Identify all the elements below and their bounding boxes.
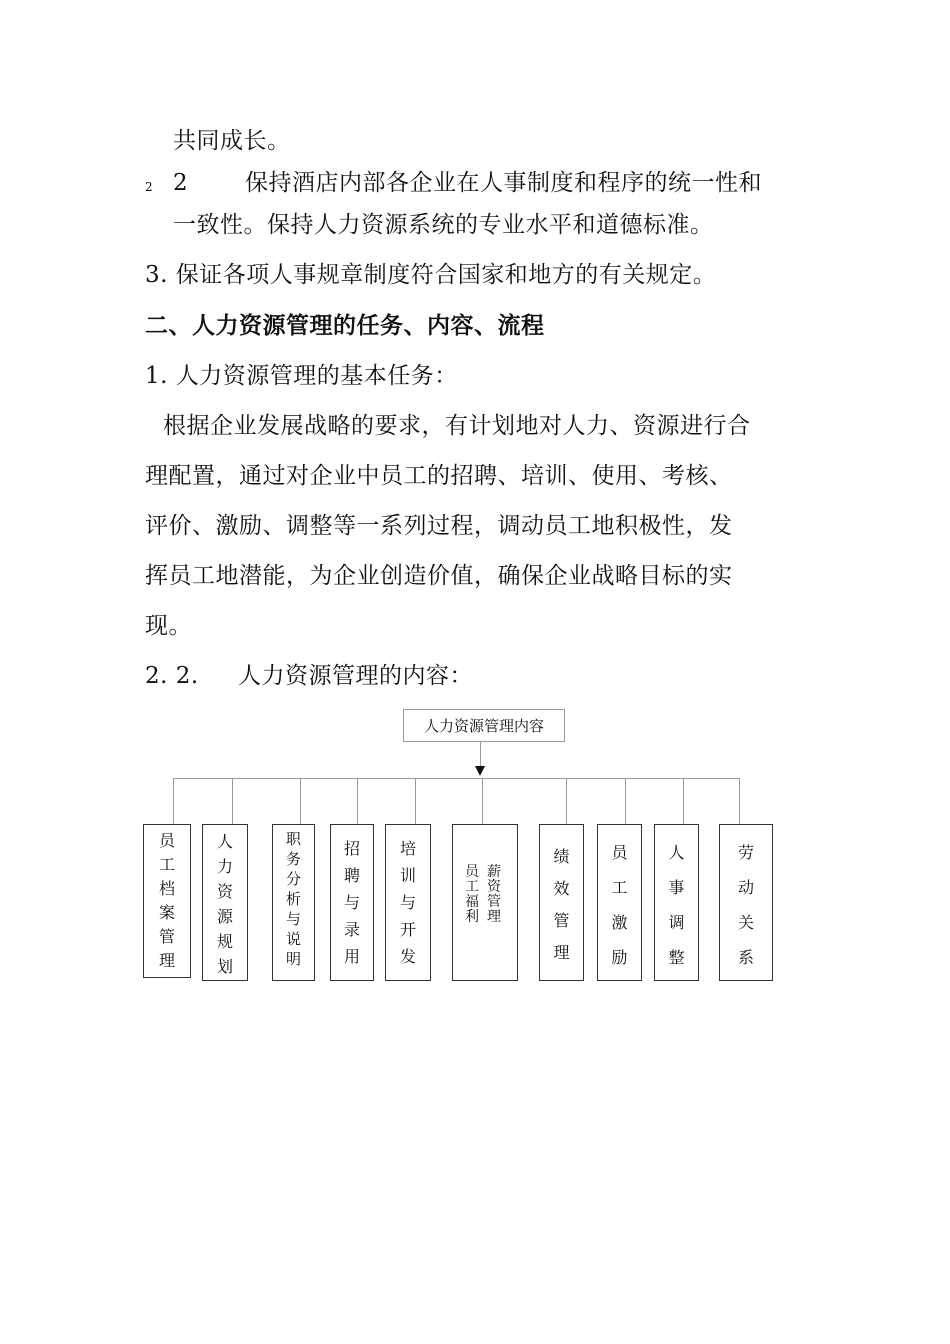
- paragraph-line: 3. 保证各项人事规章制度符合国家和地方的有关规定。: [145, 262, 717, 288]
- node-label: 人 事 调 整: [668, 843, 685, 967]
- branch-connector: [300, 778, 301, 824]
- chart-node-adjustment: [654, 824, 699, 981]
- node-label: 劳 动 关 系: [737, 843, 754, 967]
- node-label: 绩 效 管 理: [553, 847, 570, 962]
- chart-node-training: [385, 824, 431, 981]
- chart-node-compensation: [452, 824, 518, 981]
- paragraph-line: 保持酒店内部各企业在人事制度和程序的统一性和: [245, 170, 762, 196]
- node-label: 员 工 激 励: [611, 843, 628, 967]
- chart-node-incentive: [597, 824, 642, 981]
- chart-node-labor-relations: [719, 824, 773, 981]
- horizontal-connector: [173, 778, 740, 779]
- paragraph-line: 评价、激励、调整等一系列过程，调动员工地积极性，发: [145, 513, 733, 539]
- subheading: 1. 人力资源管理的基本任务：: [145, 363, 458, 389]
- branch-connector: [683, 778, 684, 824]
- chart-node-planning: [202, 824, 248, 981]
- chart-node-archives: [143, 824, 191, 978]
- node-label-benefits: 员 工 福 利: [465, 864, 479, 925]
- chart-root-box: 人力资源管理内容: [403, 709, 565, 742]
- list-number: 2: [173, 170, 189, 196]
- arrow-down-icon: [475, 766, 485, 776]
- branch-connector: [357, 778, 358, 824]
- paragraph-line: 根据企业发展战略的要求，有计划地对人力、资源进行合: [163, 413, 751, 439]
- list-number: 2. 2.: [145, 663, 199, 689]
- node-label-salary: 薪 资 管 理: [487, 864, 501, 925]
- chart-node-job-analysis: [272, 824, 315, 981]
- branch-connector: [739, 778, 740, 824]
- chart-node-recruitment: [330, 824, 374, 981]
- subheading: 人力资源管理的内容：: [238, 663, 473, 689]
- node-label: 员 工 档 案 管 理: [158, 831, 175, 970]
- branch-connector: [415, 778, 416, 824]
- branch-connector: [173, 778, 174, 824]
- branch-connector: [566, 778, 567, 824]
- paragraph-line: 共同成长。: [173, 128, 291, 154]
- branch-connector: [232, 778, 233, 824]
- node-label: 职 务 分 析 与 说 明: [285, 830, 301, 968]
- node-label: 人 力 资 源 规 划: [216, 832, 233, 976]
- list-marker: 2: [145, 180, 153, 194]
- paragraph-line: 挥员工地潜能，为企业创造价值，确保企业战略目标的实: [145, 563, 733, 589]
- paragraph-line: 一致性。保持人力资源系统的专业水平和道德标准。: [173, 212, 714, 238]
- root-connector: [480, 742, 481, 766]
- section-heading: 二、人力资源管理的任务、内容、流程: [145, 313, 545, 339]
- node-label: 招 聘 与 录 用: [343, 839, 360, 966]
- chart-node-performance: [539, 824, 584, 981]
- branch-connector: [625, 778, 626, 824]
- node-label: 培 训 与 开 发: [399, 839, 416, 966]
- paragraph-line: 理配置，通过对企业中员工的招聘、培训、使用、考核、: [145, 463, 733, 489]
- branch-connector: [482, 778, 483, 824]
- paragraph-line: 现。: [145, 613, 192, 639]
